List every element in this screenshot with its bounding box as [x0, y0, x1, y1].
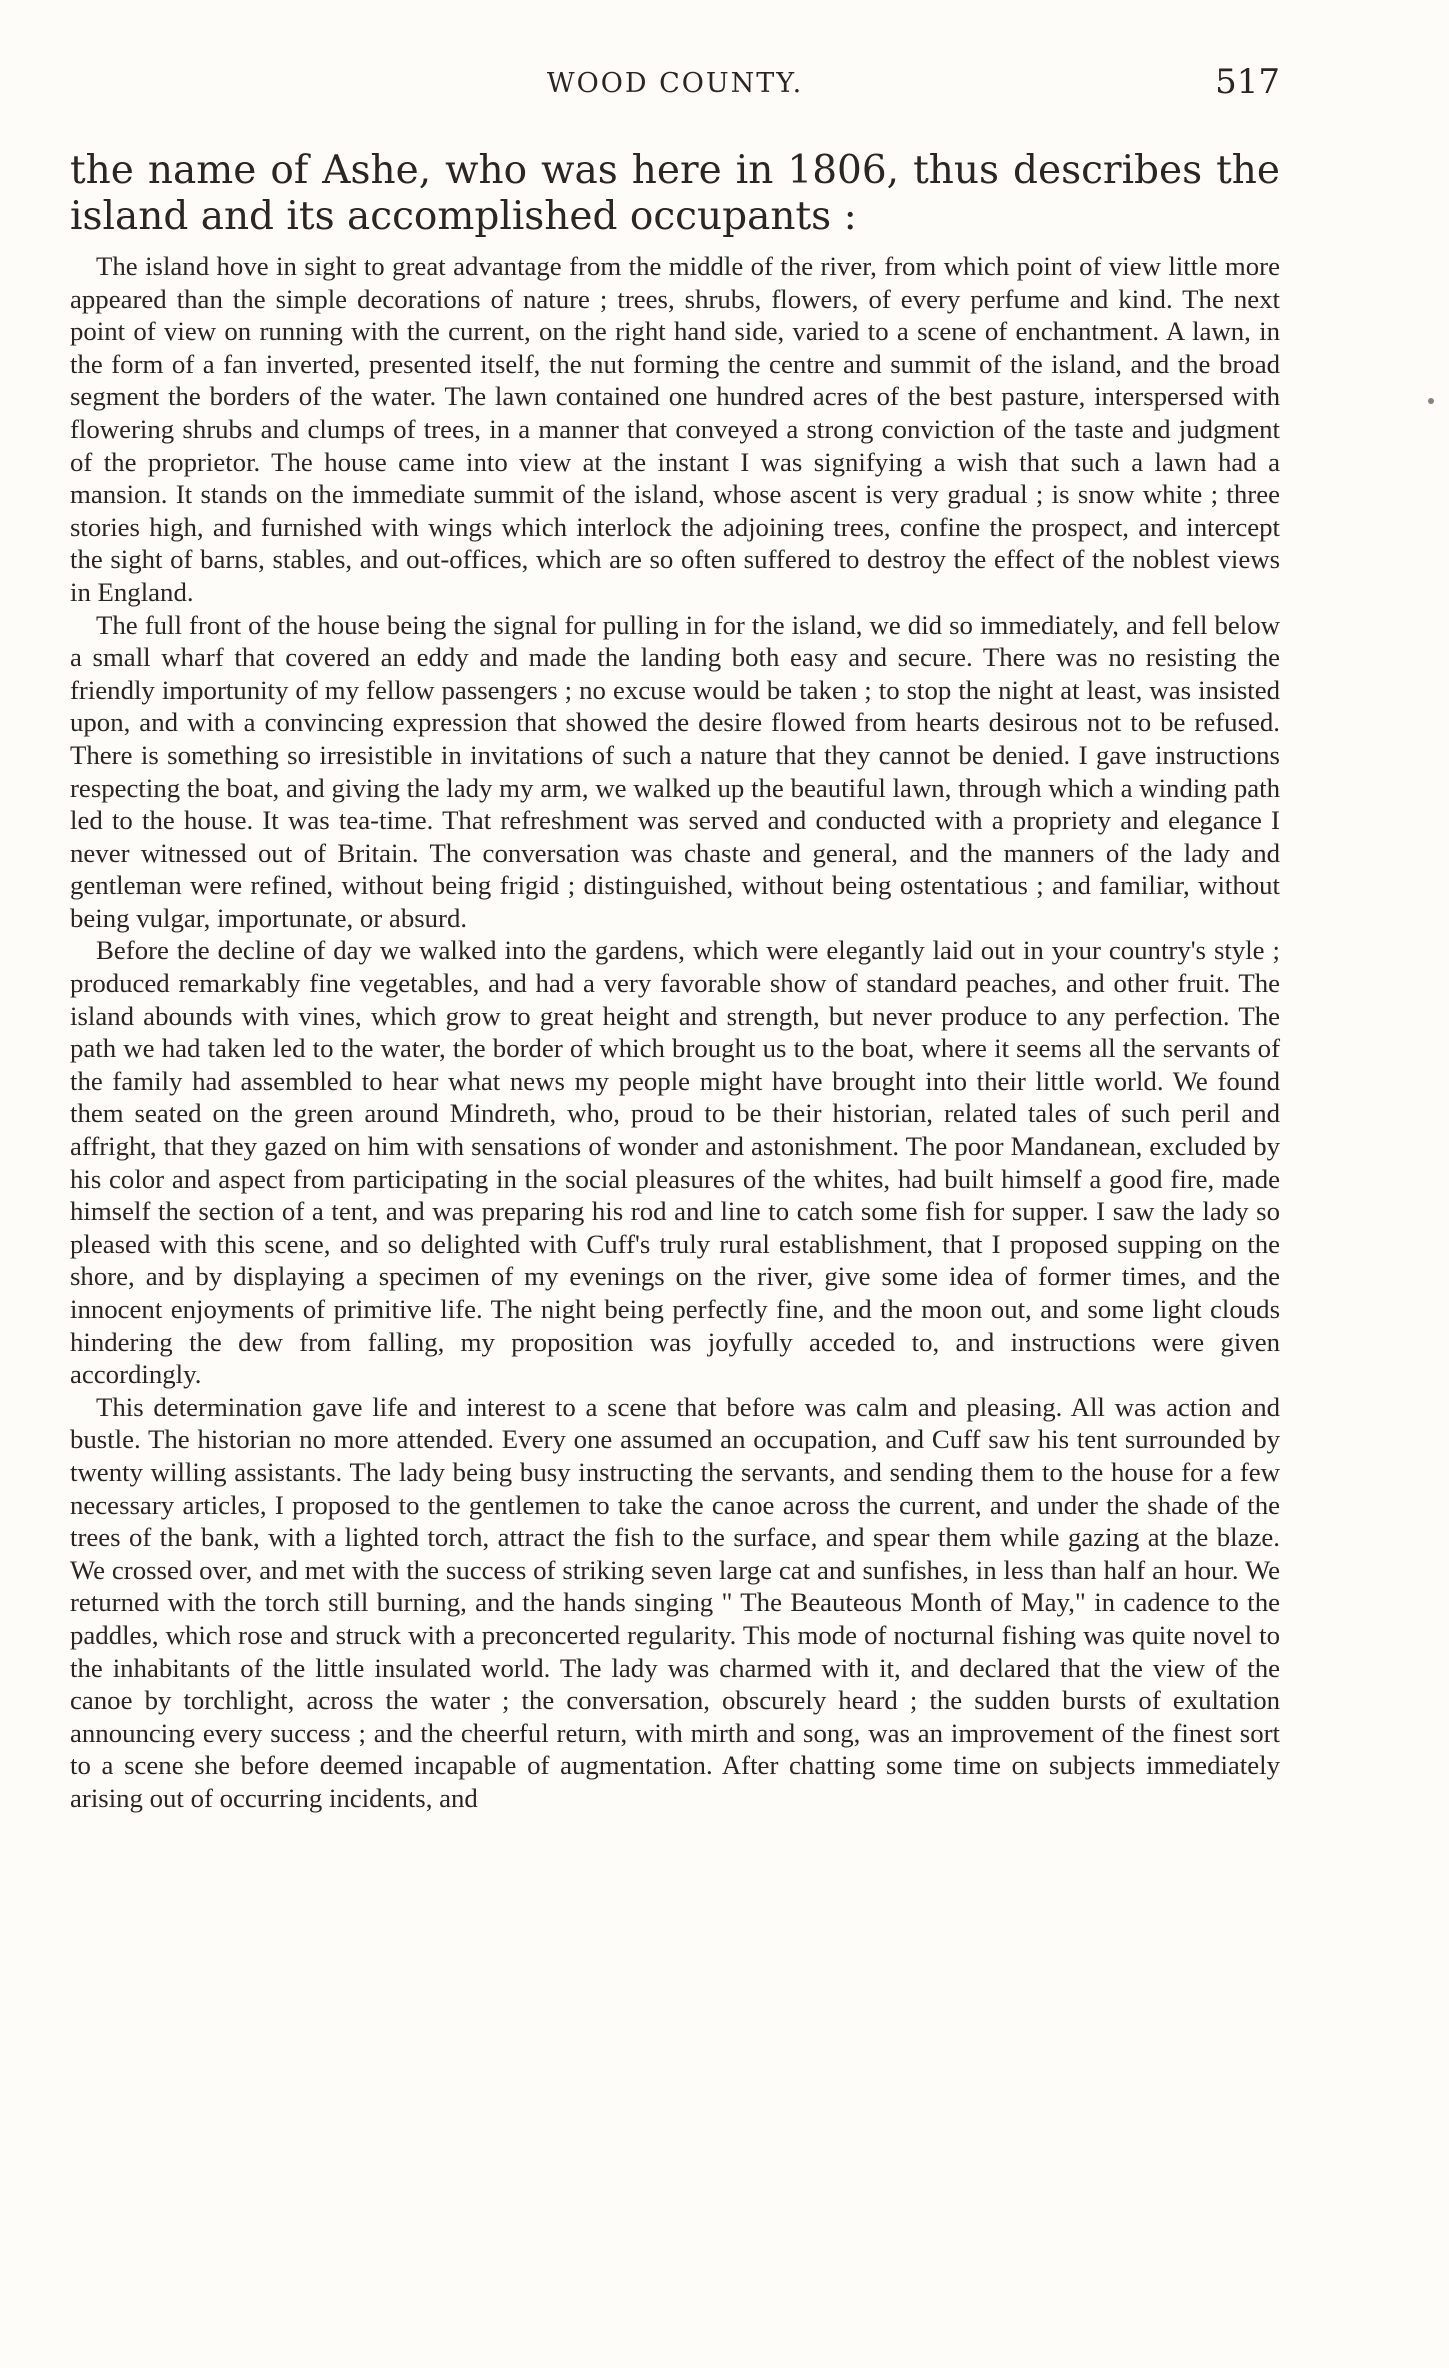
- quote-paragraph: The full front of the house being the signal for pulling in for the island, we did so immediately, and fell below a small wharf that covered an eddy and made the landing both easy and secure. There was no resisting the friendly importunity of my fellow passengers ; no excuse would be taken ; to stop the night at least, was insisted upon, and with a convincing expression that showed the desire flowed from hearts desirous not to be refused. There is something so irresistible in invitations of such a nature that they cannot be denied. I gave instructions respecting the boat, and giving the lady my arm, we walked up the beautiful lawn, through which a winding path led to the house. It was tea-time. That refreshment was served and conducted with a propriety and elegance I never witnessed out of Britain. The conversation was chaste and general, and the manners of the lady and gentleman were refined, without being frigid ; distinguished, without being ostentatious ; and familiar, without being vulgar, importunate, or absurd.: [70, 609, 1280, 933]
- intro-paragraph: the name of Ashe, who was here in 1806, thus describes the island and its accomplished occupants :: [70, 148, 1280, 239]
- quote-paragraph: Before the decline of day we walked into the gardens, which were elegantly laid out in your country's style ; produced remarkably fine vegetables, and had a very favorable show of standard peaches, and other fruit. The island abounds with vines, which grow to great height and strength, but never produce to any perfection. The path we had taken led to the water, the border of which brought us to the boat, where it seems all the servants of the family had assembled to hear what news my people might have brought into their little world. We found them seated on the green around Mindreth, who, proud to be their historian, related tales of such peril and affright, that they gazed on him with sensations of wonder and astonishment. The poor Mandanean, excluded by his color and aspect from participating in the social pleasures of the whites, had built himself a good fire, made himself the section of a tent, and was preparing his rod and line to catch some fish for supper. I saw the lady so pleased with this scene, and so delighted with Cuff's truly rural establishment, that I proposed supping on the shore, and by displaying a specimen of my evenings on the river, give some idea of former times, and the innocent enjoyments of primitive life. The night being perfectly fine, and the moon out, and some light clouds hindering the dew from falling, my proposition was joyfully acceded to, and instructions were given accordingly.: [70, 935, 1280, 1390]
- quote-paragraph: The island hove in sight to great advantage from the middle of the river, from which point of view little more appeared than the simple decorations of nature ; trees, shrubs, flowers, of every perfume and kind. The next point of view on running with the current, on the right hand side, varied to a scene of enchantment. A lawn, in the form of a fan inverted, presented itself, the nut forming the centre and summit of the island, and the broad segment the borders of the water. The lawn contained one hundred acres of the best pasture, interspersed with flowering shrubs and clumps of trees, in a manner that conveyed a strong conviction of the taste and judgment of the proprietor. The house came into view at the instant I was signifying a wish that such a lawn had a mansion. It stands on the immediate summit of the island, whose ascent is very gradual ; is snow white ; three stories high, and furnished with wings which interlock the adjoining trees, confine the prospect, and intercept the sight of barns, stables, and out-offices, which are so often suffered to destroy the effect of the noblest views in England.: [70, 251, 1280, 607]
- running-head: WOOD COUNTY.: [546, 68, 804, 99]
- page-number: 517: [1215, 62, 1280, 102]
- margin-speck: [1428, 398, 1434, 404]
- quote-paragraph: This determination gave life and interest to a scene that before was calm and pleasing. All was action and bustle. The historian no more attended. Every one assumed an occupation, and Cuff saw his tent surrounded by twenty willing assistants. The lady being busy instructing the servants, and sending them to the house for a few necessary articles, I proposed to the gentlemen to take the canoe across the current, and under the shade of the trees of the bank, with a lighted torch, attract the fish to the surface, and spear them while gazing at the blaze. We crossed over, and met with the success of striking seven large cat and sunfishes, in less than half an hour. We returned with the torch still burning, and the hands singing " The Beauteous Month of May," in cadence to the paddles, which rose and struck with a preconcerted regularity. This mode of nocturnal fishing was quite novel to the inhabitants of the little insulated world. The lady was charmed with it, and declared that the view of the canoe by torchlight, across the water ; the conversation, obscurely heard ; the sudden bursts of exultation announcing every success ; and the cheerful return, with mirth and song, was an improvement of the finest sort to a scene she before deemed incapable of augmentation. After chatting some time on subjects immediately arising out of occurring incidents, and: [70, 1391, 1280, 1813]
- page-header: [70, 62, 1280, 112]
- quoted-passage: [70, 250, 1280, 1815]
